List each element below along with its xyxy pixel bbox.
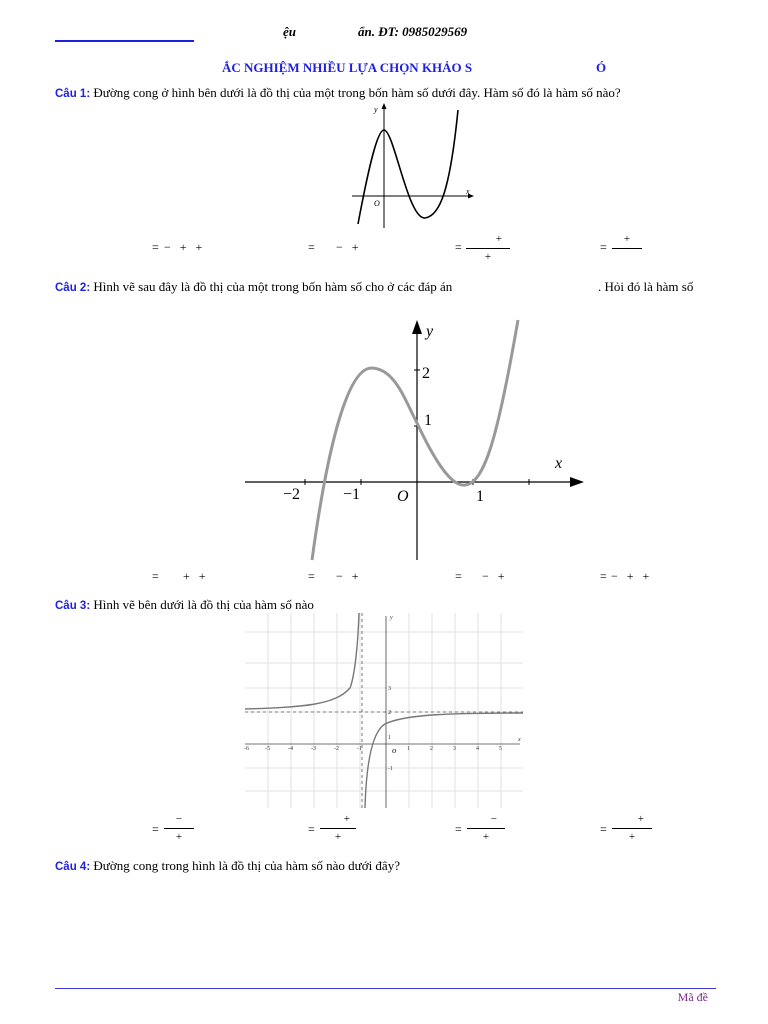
- q3-answer-d-eq: =: [600, 822, 607, 836]
- q3-answer-c-num: −: [490, 813, 497, 825]
- question-4-text: Đường cong trong hình là đồ thị của hàm số nào dưới đây?: [93, 858, 400, 873]
- q3-tick-x-5: 5: [499, 746, 502, 752]
- q1-axis-y: y: [374, 105, 378, 114]
- q2-tick-x-1: 1: [476, 488, 484, 505]
- question-4-label: Câu 4:: [55, 861, 91, 873]
- q3-tick-y-2: 2: [388, 710, 391, 716]
- q1-answer-d-eq: =: [600, 240, 607, 254]
- question-3-label: Câu 3:: [55, 600, 91, 612]
- q3-tick-x-3: 3: [453, 746, 456, 752]
- q3-tick-y-3: 3: [388, 686, 391, 692]
- q2-answer-a-signs: + +: [183, 569, 206, 583]
- question-2-graph: [240, 315, 590, 565]
- q2-answer-b-eq: =: [308, 569, 315, 583]
- q3-tick-x-neg2: -2: [334, 746, 339, 752]
- q2-answer-d-signs: − + +: [611, 569, 650, 583]
- q1-answer-d-fraction: [612, 233, 642, 251]
- q3-answer-b-eq: =: [308, 822, 315, 836]
- q3-tick-x-neg4: -4: [288, 746, 293, 752]
- q2-tick-x-neg1: −1: [343, 486, 361, 503]
- page-title-part2: Ó: [596, 60, 607, 75]
- q3-tick-x-4: 4: [476, 746, 479, 752]
- q3-answer-d-den: +: [628, 831, 636, 843]
- q3-tick-x-neg6: -6: [244, 746, 249, 752]
- question-3: [55, 597, 314, 613]
- q3-answer-b-den: +: [334, 831, 342, 843]
- page-title-part1: ẮC NGHIỆM NHIỀU LỰA CHỌN KHẢO S: [222, 60, 473, 75]
- q3-tick-y-1: 1: [388, 735, 391, 741]
- q2-tick-y-1: 1: [424, 412, 432, 429]
- q1-axis-x: x: [466, 187, 470, 196]
- q1-answer-a-signs: − + +: [164, 240, 203, 254]
- q3-answer-a-eq: =: [152, 822, 159, 836]
- q3-tick-x-2: 2: [430, 746, 433, 752]
- q1-answer-b-eq: =: [308, 240, 315, 254]
- q2-answer-c-signs: − +: [482, 569, 505, 583]
- question-2-label: Câu 2:: [55, 282, 91, 294]
- q3-tick-x-neg3: -3: [311, 746, 316, 752]
- q2-answer-b-signs: − +: [336, 569, 359, 583]
- q2-tick-x-neg2: −2: [283, 486, 301, 503]
- q1-answer-b-signs: − +: [336, 240, 359, 254]
- q2-answer-d-eq: =: [600, 569, 607, 583]
- q3-tick-x-neg1: -1: [357, 746, 362, 752]
- q3-answer-a-num: −: [175, 813, 183, 825]
- q3-tick-y-neg1: -1: [388, 766, 393, 772]
- question-2-text-b: . Hỏi đó là hàm số: [598, 279, 694, 294]
- q3-answer-a-fraction: [164, 813, 194, 844]
- q2-origin: O: [397, 488, 409, 505]
- q3-answer-c-fraction: [467, 813, 505, 844]
- question-1: [55, 85, 621, 101]
- q3-tick-x-1: 1: [407, 746, 410, 752]
- question-3-graph: [245, 613, 523, 808]
- q3-answer-d-fraction: [612, 813, 652, 844]
- q2-answer-a-eq: =: [152, 569, 159, 583]
- q3-answer-c-eq: =: [455, 822, 462, 836]
- question-4: [55, 858, 400, 874]
- q1-origin: O: [374, 199, 380, 208]
- q2-axis-y: y: [426, 323, 434, 340]
- q1-answer-c-eq: =: [455, 240, 462, 254]
- header-left: ệu: [283, 24, 296, 39]
- q2-tick-y-2: 2: [422, 365, 430, 382]
- q3-axis-y: y: [390, 615, 393, 621]
- q1-answer-c-fraction: [466, 233, 510, 264]
- q3-answer-d-num: +: [637, 813, 644, 825]
- q1-answer-d-num: +: [623, 233, 631, 245]
- header-right: ẩn. ĐT: 0985029569: [358, 24, 468, 39]
- q2-answer-c-eq: =: [455, 569, 462, 583]
- question-1-graph: [350, 100, 480, 230]
- question-3-text: Hình vẽ bên dưới là đồ thị của hàm số nào: [93, 597, 314, 612]
- q1-answer-c-num: +: [495, 233, 502, 245]
- q3-answer-b-num: +: [343, 813, 350, 825]
- q2-axis-x: x: [555, 455, 563, 472]
- q3-answer-c-den: +: [482, 831, 490, 843]
- question-1-text: Đường cong ở hình bên dưới là đồ thị của một trong bốn hàm số dưới đây. Hàm số đó là hàm số nào?: [93, 85, 621, 100]
- q1-answer-c-den: +: [484, 251, 492, 263]
- footer-text: Mã đề: [677, 990, 708, 1004]
- q1-answer-a-eq: =: [152, 240, 159, 254]
- q3-answer-b-fraction: [320, 813, 356, 844]
- footer-divider: [55, 988, 716, 989]
- q3-answer-a-den: +: [175, 831, 183, 843]
- q3-axis-x: x: [518, 737, 521, 743]
- q3-origin: O: [392, 749, 397, 755]
- question-2: [55, 279, 452, 295]
- question-2-text-a: Hình vẽ sau đây là đồ thị của một trong bốn hàm số cho ở các đáp án: [93, 279, 453, 294]
- q3-tick-x-neg5: -5: [265, 746, 270, 752]
- question-1-label: Câu 1:: [55, 88, 91, 100]
- header-underline: [55, 40, 194, 42]
